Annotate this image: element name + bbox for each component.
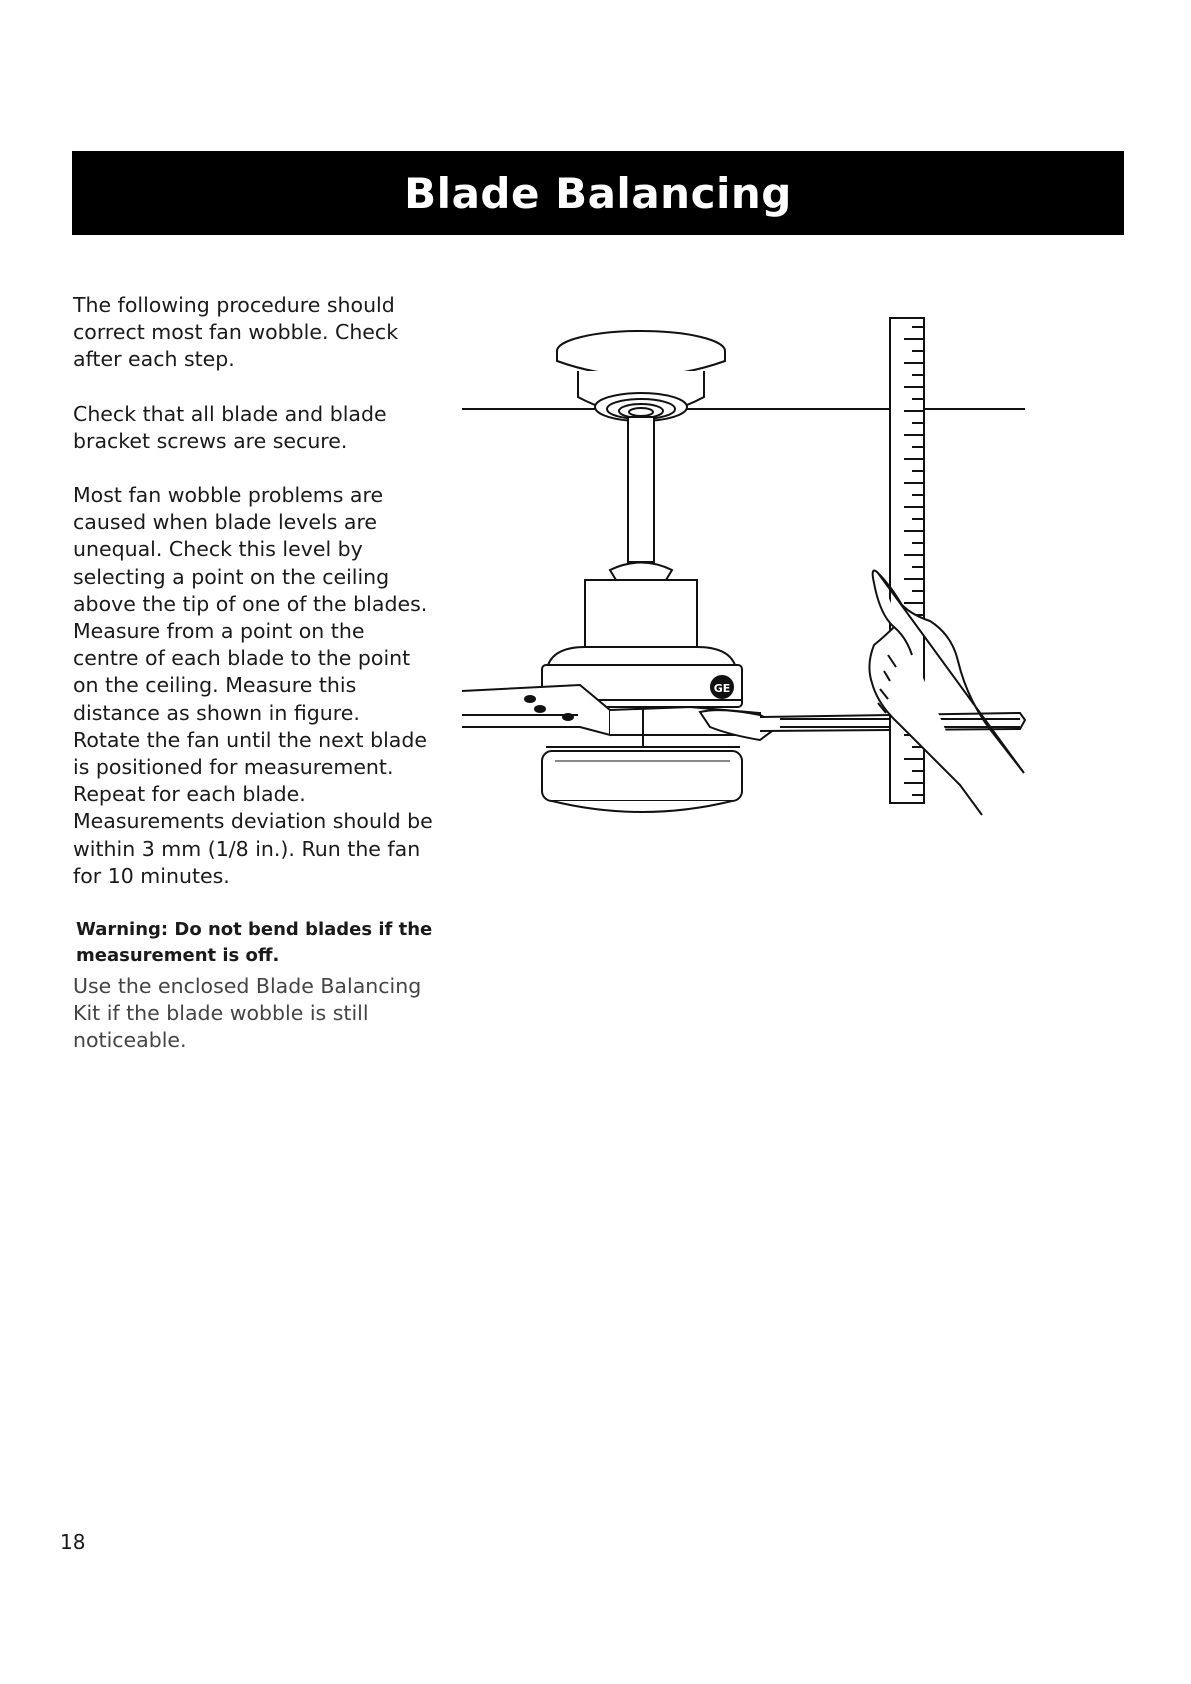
measurement-paragraph: Most fan wobble problems are caused when blade levels are unequal. Check this level by selecting a point on the ceiling above the tip of one of the blades. Measure from a point on the centre of each blade to the point on the ceiling. Measure this distance as shown in figure. Rotate the fan until the next blade is positioned for measurement. Repeat for each blade. Measurements deviation should be within 3 mm (1/8 in.). Run the fan for 10 minutes. — [73, 483, 433, 888]
light-kit — [542, 747, 742, 812]
instructions-column — [73, 292, 433, 1055]
screws-paragraph: Check that all blade and blade bracket screws are secure. — [73, 401, 387, 453]
blade-measurement-figure — [460, 315, 1100, 875]
page-number: 18 — [60, 1530, 86, 1554]
downrod — [610, 417, 672, 580]
page-title: Blade Balancing — [404, 168, 792, 218]
intro-paragraph: The following procedure should correct most fan wobble. Check after each step. — [73, 293, 399, 372]
canopy — [557, 331, 725, 421]
ge-logo-text: GE — [713, 682, 731, 695]
balancing-kit-paragraph: Use the enclosed Blade Balancing Kit if the blade wobble is still noticeable. — [73, 974, 422, 1053]
fan-illustration — [460, 315, 1100, 875]
warning-note: Warning: Do not bend blades if the measurement is off. — [76, 919, 433, 967]
title-bar — [72, 151, 1124, 235]
